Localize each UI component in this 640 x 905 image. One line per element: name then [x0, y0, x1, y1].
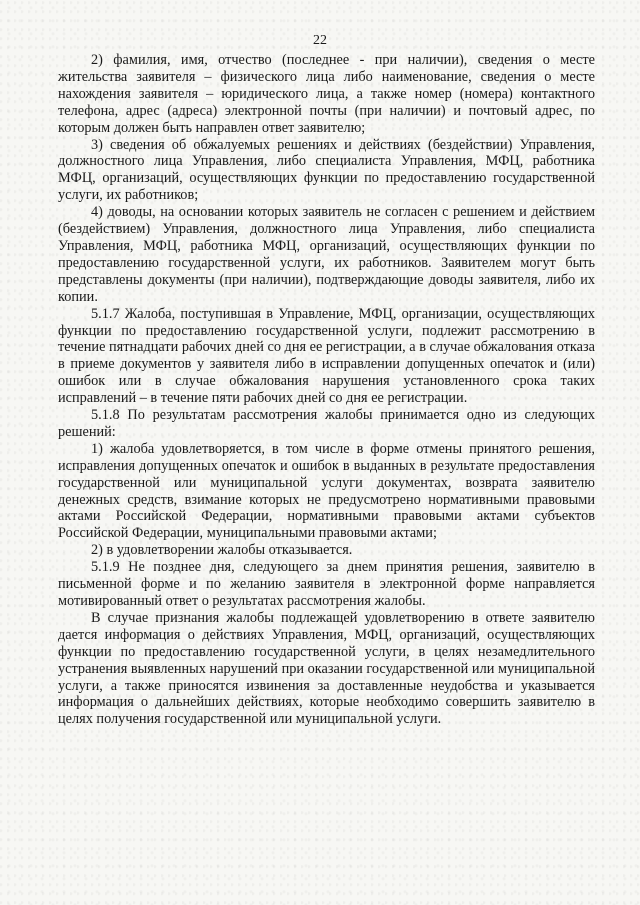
paragraph-decision-1: 1) жалоба удовлетворяется, в том числе в форме отмены принятого решения, исправления допущенных опечаток и ошибок в выданных в результате предоставления государственной или муниципальной услуги документах, возврата заявителю денежных средств, взимание которых не предусмотрено нормативными правовыми актами Российской Федерации, нормативными правовыми актами субъектов Российской Федерации, муниципальными правовыми актами;	[58, 440, 595, 542]
paragraph-remedy-info: В случае признания жалобы подлежащей удовлетворению в ответе заявителю дается информация о действиях Управления, МФЦ, организаций, осуществляющих функции по предоставлению государственной услуги, в целях незамедлительного устранения выявленных нарушений при оказании государственной или муниципальной услуги, а также приносятся извинения за доставленные неудобства и указывается информация о дальнейших действиях, которые необходимо совершить заявителю в целях получения государственной или муниципальной услуги.	[58, 609, 595, 728]
paragraph-item-3: 3) сведения об обжалуемых решениях и действиях (бездействии) Управления, должностного лица Управления, либо специалиста Управления, МФЦ, работника МФЦ, организаций, осуществляющих функции по предоставлению государственной услуги, их работников;	[58, 136, 595, 204]
paragraph-item-4: 4) доводы, на основании которых заявитель не согласен с решением и действием (бездействием) Управления, должностного лица Управления, либо специалиста Управления, МФЦ, работника МФЦ, организаций, осуществляющих функции по предоставлению государственной услуги, их работников. Заявителем могут быть представлены документы (при наличии), подтверждающие доводы заявителя, либо их копии.	[58, 204, 595, 305]
page-number: 22	[313, 33, 327, 48]
paragraph-item-2: 2) фамилия, имя, отчество (последнее - при наличии), сведения о месте жительства заявителя – физического лица либо наименование, сведения о месте нахождения заявителя – юридического лица, а также номер (номера) контактного телефона, адрес (адреса) электронной почты (при наличии) и почтовый адрес, по которым должен быть направлен ответ заявителю;	[58, 52, 595, 136]
paragraph-decision-2: 2) в удовлетворении жалобы отказывается.	[91, 542, 353, 559]
paragraph-5-1-8: 5.1.8 По результатам рассмотрения жалобы принимается одно из следующих решений:	[58, 407, 595, 440]
document-body	[58, 52, 595, 728]
paragraph-5-1-9: 5.1.9 Не позднее дня, следующего за днем принятия решения, заявителю в письменной форме и по желанию заявителя в электронной форме направляется мотивированный ответ о результатах рассмотрения жалобы.	[58, 559, 595, 609]
paragraph-5-1-7: 5.1.7 Жалоба, поступившая в Управление, МФЦ, организации, осуществляющих функции по предоставлению государственной услуги, подлежит рассмотрению в течение пятнадцати рабочих дней со дня ее регистрации, а в случае обжалования отказа в приеме документов у заявителя либо в исправлении допущенных опечаток и (или) ошибок или в случае обжалования нарушения установленного срока таких исправлений – в течение пяти рабочих дней со дня ее регистрации.	[58, 305, 595, 407]
